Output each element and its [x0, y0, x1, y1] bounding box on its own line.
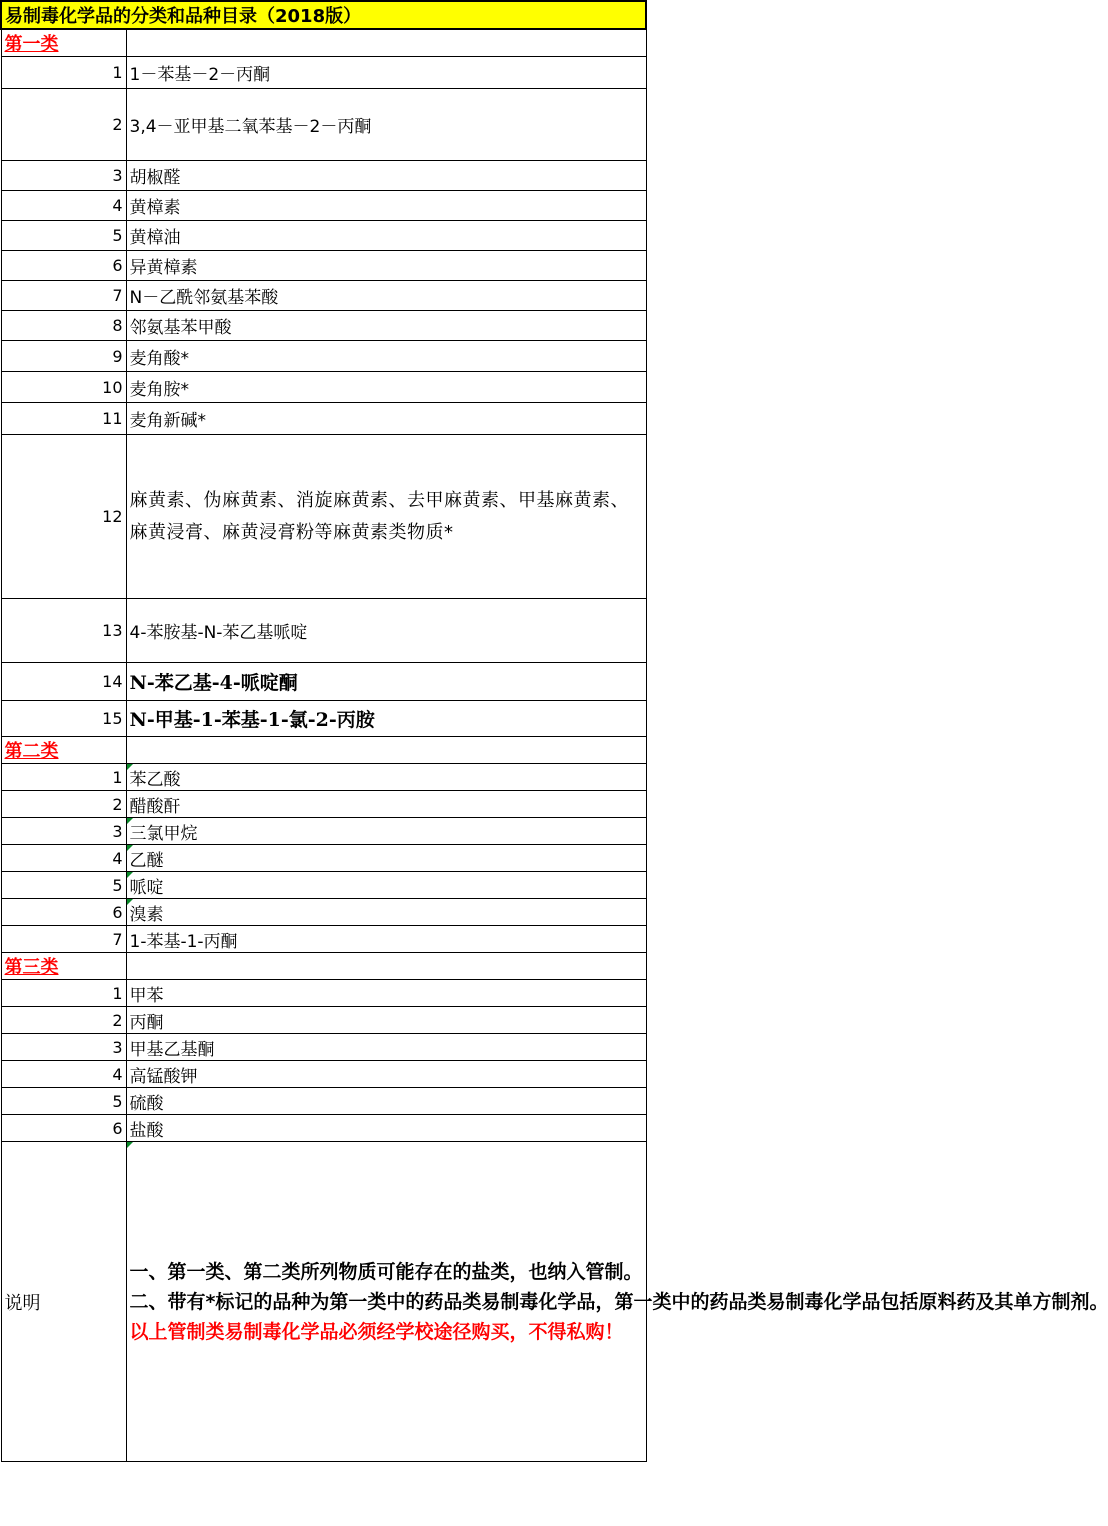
chemical-name[interactable]: N-甲基-1-苯基-1-氯-2-丙胺	[126, 701, 646, 737]
row-number[interactable]: 5	[1, 221, 126, 251]
row-number[interactable]: 11	[1, 403, 126, 435]
row-number[interactable]: 8	[1, 311, 126, 341]
chemical-name[interactable]: 苯乙酸	[126, 764, 646, 791]
row-number[interactable]: 4	[1, 845, 126, 872]
chemical-name[interactable]: 溴素	[126, 899, 646, 926]
row-number[interactable]: 2	[1, 791, 126, 818]
row-number[interactable]: 15	[1, 701, 126, 737]
comment-marker-icon	[127, 899, 133, 905]
chemical-name[interactable]: 黄樟素	[126, 191, 646, 221]
chemical-name[interactable]: N-苯乙基-4-哌啶酮	[126, 663, 646, 701]
empty-cell[interactable]	[126, 29, 646, 57]
note-line-2: 二、带有*标记的品种为第一类中的药品类易制毒化学品，第一类中的药品类易制毒化学品包括原料药及其单方制剂。	[129, 1290, 1108, 1313]
row-number[interactable]: 9	[1, 341, 126, 372]
chemical-name[interactable]: 甲苯	[126, 980, 646, 1007]
chemical-name[interactable]: 甲基乙基酮	[126, 1034, 646, 1061]
notes-label[interactable]: 说明	[1, 1142, 126, 1462]
chemical-name[interactable]: 黄樟油	[126, 221, 646, 251]
row-number[interactable]: 2	[1, 1007, 126, 1034]
chemical-name[interactable]: 3,4－亚甲基二氧苯基－2－丙酮	[126, 89, 646, 161]
category-label[interactable]: 第一类	[1, 29, 126, 57]
row-number[interactable]: 7	[1, 926, 126, 953]
chemical-name[interactable]: 异黄樟素	[126, 251, 646, 281]
chemical-name[interactable]: N－乙酰邻氨基苯酸	[126, 281, 646, 311]
chemical-name[interactable]: 麦角新碱*	[126, 403, 646, 435]
row-number[interactable]: 3	[1, 818, 126, 845]
chemical-name[interactable]: 三氯甲烷	[126, 818, 646, 845]
comment-marker-icon	[127, 1142, 133, 1148]
note-line-1: 一、第一类、第二类所列物质可能存在的盐类，也纳入管制。	[129, 1260, 643, 1283]
row-number[interactable]: 1	[1, 57, 126, 89]
row-number[interactable]: 4	[1, 191, 126, 221]
row-number[interactable]: 5	[1, 872, 126, 899]
chemical-name[interactable]: 1－苯基－2－丙酮	[126, 57, 646, 89]
row-number[interactable]: 5	[1, 1088, 126, 1115]
row-number[interactable]: 1	[1, 980, 126, 1007]
row-number[interactable]: 2	[1, 89, 126, 161]
chemical-name[interactable]: 4-苯胺基-N-苯乙基哌啶	[126, 599, 646, 663]
comment-marker-icon	[127, 845, 133, 851]
row-number[interactable]: 10	[1, 372, 126, 403]
chemical-name[interactable]: 胡椒醛	[126, 161, 646, 191]
chemical-name[interactable]: 乙醚	[126, 845, 646, 872]
chemical-name[interactable]: 麦角酸*	[126, 341, 646, 372]
row-number[interactable]: 7	[1, 281, 126, 311]
empty-cell[interactable]	[126, 953, 646, 980]
row-number[interactable]: 3	[1, 161, 126, 191]
sheet-title[interactable]: 易制毒化学品的分类和品种目录（2018版）	[1, 1, 646, 29]
chemical-name[interactable]: 丙酮	[126, 1007, 646, 1034]
chemical-name[interactable]: 哌啶	[126, 872, 646, 899]
empty-cell[interactable]	[126, 737, 646, 764]
row-number[interactable]: 14	[1, 663, 126, 701]
category-label[interactable]: 第二类	[1, 737, 126, 764]
comment-marker-icon	[127, 818, 133, 824]
comment-marker-icon	[127, 764, 133, 770]
chemical-name[interactable]: 麻黄素、伪麻黄素、消旋麻黄素、去甲麻黄素、甲基麻黄素、麻黄浸膏、麻黄浸膏粉等麻黄素类物质*	[126, 435, 646, 599]
row-number[interactable]: 4	[1, 1061, 126, 1088]
row-number[interactable]: 3	[1, 1034, 126, 1061]
row-number[interactable]: 6	[1, 1115, 126, 1142]
row-number[interactable]: 6	[1, 251, 126, 281]
row-number[interactable]: 1	[1, 764, 126, 791]
row-number[interactable]: 6	[1, 899, 126, 926]
row-number[interactable]: 12	[1, 435, 126, 599]
warning-text: 以上管制类易制毒化学品必须经学校途径购买，不得私购！	[129, 1320, 624, 1343]
row-number[interactable]: 13	[1, 599, 126, 663]
notes-cell[interactable]	[126, 1142, 1108, 1462]
chemical-name[interactable]: 麦角胺*	[126, 372, 646, 403]
chemical-name[interactable]: 高锰酸钾	[126, 1061, 646, 1088]
chemical-name[interactable]: 邻氨基苯甲酸	[126, 311, 646, 341]
chemical-name[interactable]: 硫酸	[126, 1088, 646, 1115]
category-label[interactable]: 第三类	[1, 953, 126, 980]
chemical-name[interactable]: 醋酸酐	[126, 791, 646, 818]
chemical-name[interactable]: 1-苯基-1-丙酮	[126, 926, 646, 953]
chemical-name[interactable]: 盐酸	[126, 1115, 646, 1142]
comment-marker-icon	[127, 872, 133, 878]
